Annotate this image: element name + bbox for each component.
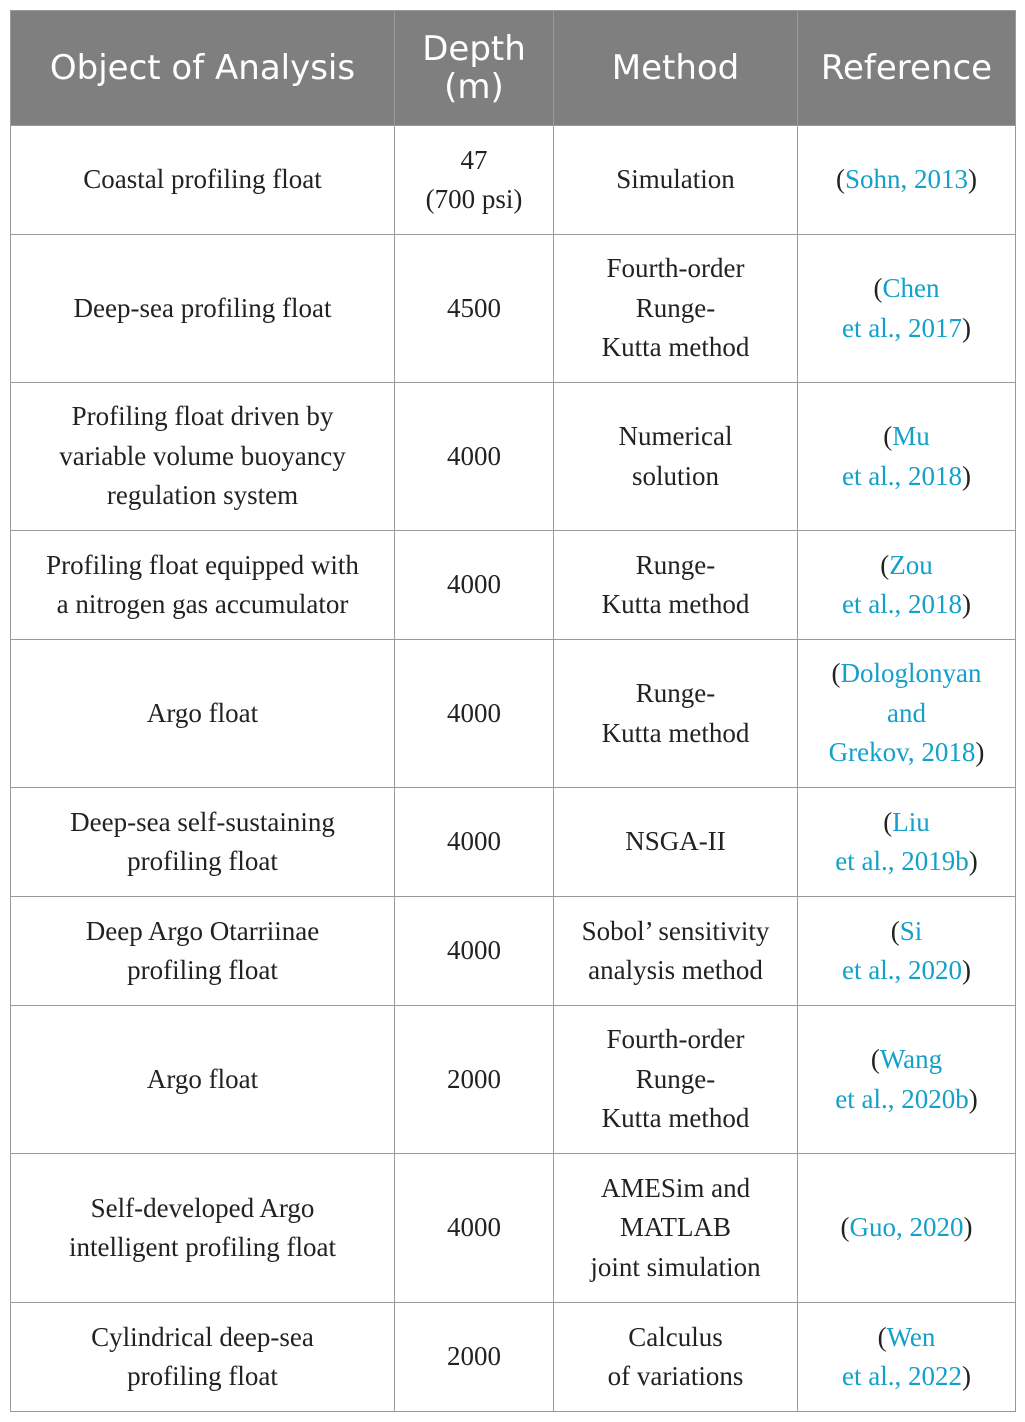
reference-cell <box>798 788 1016 897</box>
depth-cell-text: 4500 <box>447 292 501 323</box>
reference-link[interactable]: Guo, 2020 <box>849 1212 964 1243</box>
open-paren: ( <box>840 1212 850 1243</box>
reference-link[interactable]: Liu et al., 2019b <box>835 806 969 876</box>
method-cell-text: AMESim and MATLAB joint simulation <box>590 1172 761 1282</box>
open-paren: ( <box>831 658 841 689</box>
reference-link[interactable]: Sohn, 2013 <box>844 164 969 195</box>
method-cell <box>554 531 798 640</box>
reference-cell <box>798 897 1016 1006</box>
method-cell <box>554 788 798 897</box>
object-cell-text: Profiling float driven by variable volume buoyancy regulation system <box>59 401 346 511</box>
open-paren: ( <box>883 806 893 837</box>
reference-link[interactable]: Zou et al., 2018 <box>842 549 962 619</box>
header-method <box>554 11 798 126</box>
object-cell <box>11 383 395 531</box>
method-cell-text: Fourth-order Runge- Kutta method <box>601 1024 750 1134</box>
depth-cell-text: 4000 <box>447 697 501 728</box>
object-cell <box>11 531 395 640</box>
reference-cell <box>798 531 1016 640</box>
object-cell <box>11 788 395 897</box>
object-cell <box>11 1154 395 1303</box>
object-cell-text: Cylindrical deep-sea profiling float <box>91 1321 314 1391</box>
reference-cell <box>798 383 1016 531</box>
depth-cell <box>395 1154 554 1303</box>
close-paren: ) <box>968 846 978 876</box>
method-cell-text: Calculus of variations <box>607 1321 744 1391</box>
depth-cell <box>395 788 554 897</box>
open-paren: ( <box>877 1321 887 1352</box>
depth-cell-text: 4000 <box>447 1212 501 1243</box>
depth-cell <box>395 640 554 788</box>
table-row <box>11 235 1016 383</box>
table-row <box>11 788 1016 897</box>
header-row <box>11 11 1016 126</box>
depth-cell <box>395 235 554 383</box>
reference-link[interactable]: Si et al., 2020 <box>842 915 962 985</box>
method-cell-text: NSGA-II <box>625 826 726 857</box>
method-cell <box>554 1154 798 1303</box>
open-paren: ( <box>835 164 845 195</box>
header-reference-label: Reference <box>820 48 993 88</box>
object-cell-text: Coastal profiling float <box>83 164 322 195</box>
close-paren: ) <box>961 1361 971 1391</box>
depth-cell-text: 4000 <box>447 935 501 966</box>
method-cell-text: Numerical solution <box>618 421 733 491</box>
method-cell <box>554 897 798 1006</box>
method-cell-text: Fourth-order Runge- Kutta method <box>601 253 750 363</box>
open-paren: ( <box>873 273 883 303</box>
reference-link[interactable]: Mu et al., 2018 <box>842 421 962 491</box>
close-paren: ) <box>968 1083 978 1114</box>
depth-cell <box>395 897 554 1006</box>
object-cell-text: Argo float <box>146 697 259 728</box>
depth-cell <box>395 531 554 640</box>
method-cell <box>554 1006 798 1154</box>
reference-cell <box>798 126 1016 235</box>
reference-cell <box>798 640 1016 788</box>
close-paren: ) <box>961 955 971 985</box>
close-paren: ) <box>961 460 971 491</box>
method-cell-text: Runge- Kutta method <box>601 549 750 619</box>
table-row <box>11 1303 1016 1412</box>
depth-cell <box>395 1303 554 1412</box>
object-cell-text: Deep-sea profiling float <box>73 292 332 323</box>
table-row <box>11 531 1016 640</box>
depth-cell-text: 2000 <box>447 1063 501 1094</box>
method-cell <box>554 640 798 788</box>
object-cell <box>11 897 395 1006</box>
reference-cell <box>798 235 1016 383</box>
depth-cell-text: 2000 <box>447 1341 501 1372</box>
table-row <box>11 897 1016 1006</box>
open-paren: ( <box>870 1044 880 1074</box>
header-object-label: Object of Analysis <box>49 48 356 88</box>
reference-link[interactable]: Chen et al., 2017 <box>842 273 962 343</box>
table-row <box>11 126 1016 235</box>
header-method-label: Method <box>611 48 740 88</box>
depth-cell <box>395 1006 554 1154</box>
object-cell <box>11 1006 395 1154</box>
method-cell-text: Simulation <box>616 164 735 195</box>
object-cell <box>11 126 395 235</box>
reference-link[interactable]: Wang et al., 2020b <box>835 1044 969 1114</box>
reference-cell <box>798 1154 1016 1303</box>
depth-cell <box>395 126 554 235</box>
header-reference <box>798 11 1016 126</box>
object-cell <box>11 235 395 383</box>
header-object <box>11 11 395 126</box>
open-paren: ( <box>880 549 890 580</box>
reference-cell <box>798 1303 1016 1412</box>
table-row <box>11 640 1016 788</box>
reference-link[interactable]: Wen et al., 2022 <box>842 1321 962 1391</box>
header-depth <box>395 11 554 126</box>
open-paren: ( <box>890 915 900 946</box>
table-row <box>11 1006 1016 1154</box>
close-paren: ) <box>968 164 978 195</box>
object-cell <box>11 640 395 788</box>
reference-cell <box>798 1006 1016 1154</box>
object-cell-text: Deep-sea self-sustaining profiling float <box>70 806 335 876</box>
open-paren: ( <box>883 421 893 451</box>
depth-cell <box>395 383 554 531</box>
reference-link[interactable]: Dologlonyan and Grekov, 2018 <box>828 658 982 768</box>
method-cell-text: Sobol’ sensitivity analysis method <box>581 915 770 985</box>
object-cell-text: Self-developed Argo intelligent profiling float <box>69 1192 336 1262</box>
depth-cell-text: 4000 <box>447 826 501 857</box>
profiling-float-table <box>10 10 1016 1412</box>
table-row <box>11 383 1016 531</box>
depth-cell-text: 47 (700 psi) <box>425 144 523 214</box>
method-cell-text: Runge- Kutta method <box>601 678 750 748</box>
object-cell-text: Profiling float equipped with a nitrogen gas accumulator <box>46 549 359 619</box>
close-paren: ) <box>963 1212 973 1243</box>
close-paren: ) <box>975 737 985 768</box>
depth-cell-text: 4000 <box>447 569 501 600</box>
table-row <box>11 1154 1016 1303</box>
method-cell <box>554 1303 798 1412</box>
header-depth-label: Depth (m) <box>422 29 526 107</box>
close-paren: ) <box>961 312 971 343</box>
depth-cell-text: 4000 <box>447 440 501 471</box>
object-cell <box>11 1303 395 1412</box>
object-cell-text: Argo float <box>146 1063 259 1094</box>
object-cell-text: Deep Argo Otarriinae profiling float <box>85 915 320 985</box>
method-cell <box>554 383 798 531</box>
method-cell <box>554 235 798 383</box>
method-cell <box>554 126 798 235</box>
close-paren: ) <box>961 589 971 619</box>
